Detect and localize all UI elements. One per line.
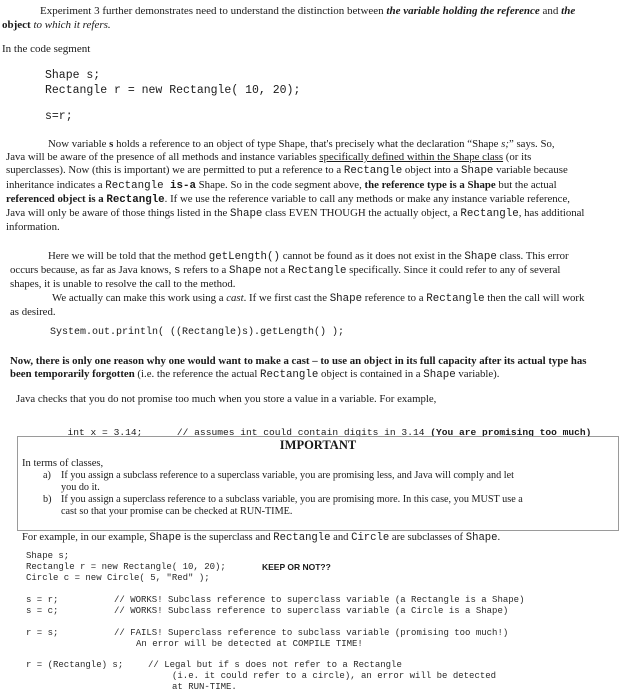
para1-text: Java will be aware of the presence of all methods and instance variables [6,151,320,164]
code4-line-6-note: An error will be detected at COMPILE TIME! [136,639,363,649]
para1-code-isa: is-a [163,179,196,192]
important-title: IMPORTANT [279,438,357,452]
para2-text: reference to a [362,291,427,304]
intro-text-a: Experiment 3 further demonstrates need to understand the distinction between [40,5,387,17]
para2-text: specifically. Since it could refer to any of several [346,264,561,277]
para4: Java checks that you do not promise too much when you store a value in a variable. For example, [16,393,437,405]
para2-code: Shape [229,265,262,278]
code4-line-6-code: r = s; [26,628,59,638]
para1-bold: referenced object is a [6,192,107,205]
example-text: . [497,532,501,543]
para3-code: Rectangle [260,369,319,382]
para1-text: Now variable [48,138,110,150]
example-code: Shape [149,532,182,544]
para1-text: Shape. So in the code segment above, [195,178,365,191]
para2-text: . If we first cast the [243,291,330,304]
intro-emphasis-2: the [561,5,576,17]
item-b-marker: b) [43,494,52,505]
para2-text: shapes, it is unable to resolve the call to the method. [10,278,236,291]
code4-line-4-code: s = r; [26,595,59,605]
para3 [10,355,620,382]
intro-text-b: and [539,5,562,17]
important-intro: In terms of classes, [22,458,104,469]
code1-line-2: Rectangle r = new Rectangle( 10, 20); [45,84,301,97]
example-text: and [330,532,352,543]
intro-emphasis-1: the variable holding the reference [386,5,540,17]
code1-line-3: s=r; [45,110,73,123]
para3-text: variable). [455,368,500,381]
item-a-line-2: you do it. [61,482,100,493]
para1-text: inheritance indicates a [6,178,106,191]
para3-text: (i.e. the reference the actual [134,368,261,381]
code3-stmt: int x = 3.14; [67,427,143,439]
intro-text-c: to which it refers. [30,19,111,31]
para1-code: Shape [461,165,494,178]
para1-underlined: specifically defined within the Shape class [319,151,504,164]
para2-code: Shape [464,251,497,263]
para2-text: cannot be found as it does not exist in the [280,250,465,262]
code3-bold: (You are promising too much) [430,427,592,439]
para1-text: information. [6,221,60,234]
para1-text: variable because [493,164,568,177]
para1-code: Rectangle [105,179,164,192]
para2 [10,250,620,319]
code4-line-7-note-2: at RUN-TIME. [172,682,237,692]
para1 [6,138,620,234]
important-item-a [43,470,613,494]
para2-italic: cast [226,291,244,304]
para2-text: refers to a [180,264,230,277]
para2-code: Rectangle [426,292,485,305]
para1-code: Rectangle [343,165,403,178]
item-b-line-1: If you assign a superclass reference to a subclass variable, you are promising more. In this case, you MUST use a [61,494,523,505]
code3-comment: // assumes int could contain digits in 3.14 [176,427,431,439]
important-box [17,436,619,531]
para1-text: (or its [503,151,532,164]
item-a-line-1: If you assign a subclass reference to a superclass variable, you are promising less, and Java will comply and let [61,470,514,481]
code4-line-3: Circle c = new Circle( 5, "Red" ); [26,573,210,583]
example-text: is the superclass and [181,532,274,543]
example-code: Shape [465,532,498,544]
segment-label: In the code segment [2,43,91,55]
code4-line-7-comment: // Legal but if s does not refer to a Rectangle [148,660,402,670]
code1-line-1: Shape s; [45,69,101,82]
intro-line-1 [40,4,620,18]
code4-line-5-comment: // WORKS! Subclass reference to superclass variable (a Circle is a Shape) [114,606,509,616]
para3-text: object is contained in a [318,368,424,381]
example-line [22,531,500,546]
code2-line: System.out.println( ((Rectangle)s).getLength() ); [50,327,345,338]
item-b-line-2: cast so that your promise can be checked at RUN-TIME. [61,506,293,517]
example-text: For example, in our example, [22,532,150,543]
para1-code: Shape [230,208,263,221]
para1-text: Java will only be aware of those things listed in the [6,207,230,220]
example-code: Circle [351,532,390,544]
para1-text: object into a [402,164,461,177]
para1-bold: the reference type is a Shape [364,178,496,191]
para1-text: ” says. So, [508,138,555,150]
para3-bold: been temporarily forgotten [10,368,135,381]
para2-text: We actually can make this work using a [52,291,227,304]
para1-code: Rectangle [460,208,519,221]
para3-code: Shape [423,369,456,382]
intro-emphasis-3: object [2,19,31,31]
para1-code-s: s; [501,138,509,150]
para2-code: Rectangle [288,265,347,278]
para1-text: class EVEN THOUGH the actually object, a [262,207,461,220]
para1-text: but the actual [495,178,557,191]
para1-text: holds a reference to an object of type Shape, that's precisely what the declaration “Shape [113,138,502,150]
code4-keep-note: KEEP OR NOT?? [262,562,331,572]
code4-line-1: Shape s; [26,551,70,561]
para2-text: then the call will work [484,291,585,304]
para1-text: superclasses). Now (this is important) we are permitted to put a reference to a [6,164,344,177]
para1-code: Rectangle [106,193,165,206]
para2-text: class. This error [496,250,569,262]
para2-code: s [174,265,181,278]
para1-text: . If we use the reference variable to call any methods or make any instance variable reference, [164,192,570,205]
intro-line-2 [2,18,602,32]
code4-line-5-code: s = c; [26,606,59,616]
para2-text: as desired. [10,305,56,318]
example-text: are subclasses of [389,532,466,543]
code4-line-6-comment: // FAILS! Superclass reference to subclass variable (promising too much!) [114,628,509,638]
code4-line-2: Rectangle r = new Rectangle( 10, 20); [26,562,226,572]
para2-text: not a [261,264,289,277]
item-a-marker: a) [43,470,51,481]
example-code: Rectangle [273,532,331,544]
para2-text: Here we will be told that the method [48,250,209,262]
para1-text: , has additional [518,207,585,220]
important-item-b [43,494,613,518]
para1-var-s: s [109,138,114,150]
code4-line-7-code: r = (Rectangle) s; [26,660,124,670]
para2-code: getLength() [208,251,280,263]
para2-code: Shape [329,292,363,305]
para2-text: occurs because, as far as Java knows, [10,264,174,277]
code4-line-7-note: (i.e. it could refer to a circle), an error will be detected [172,671,497,681]
para3-bold: Now, there is only one reason why one would want to make a cast – to use an object in its full capacity after its actual type has [10,355,587,367]
code4-line-4-comment: // WORKS! Subclass reference to superclass variable (a Rectangle is a Shape) [114,595,525,605]
